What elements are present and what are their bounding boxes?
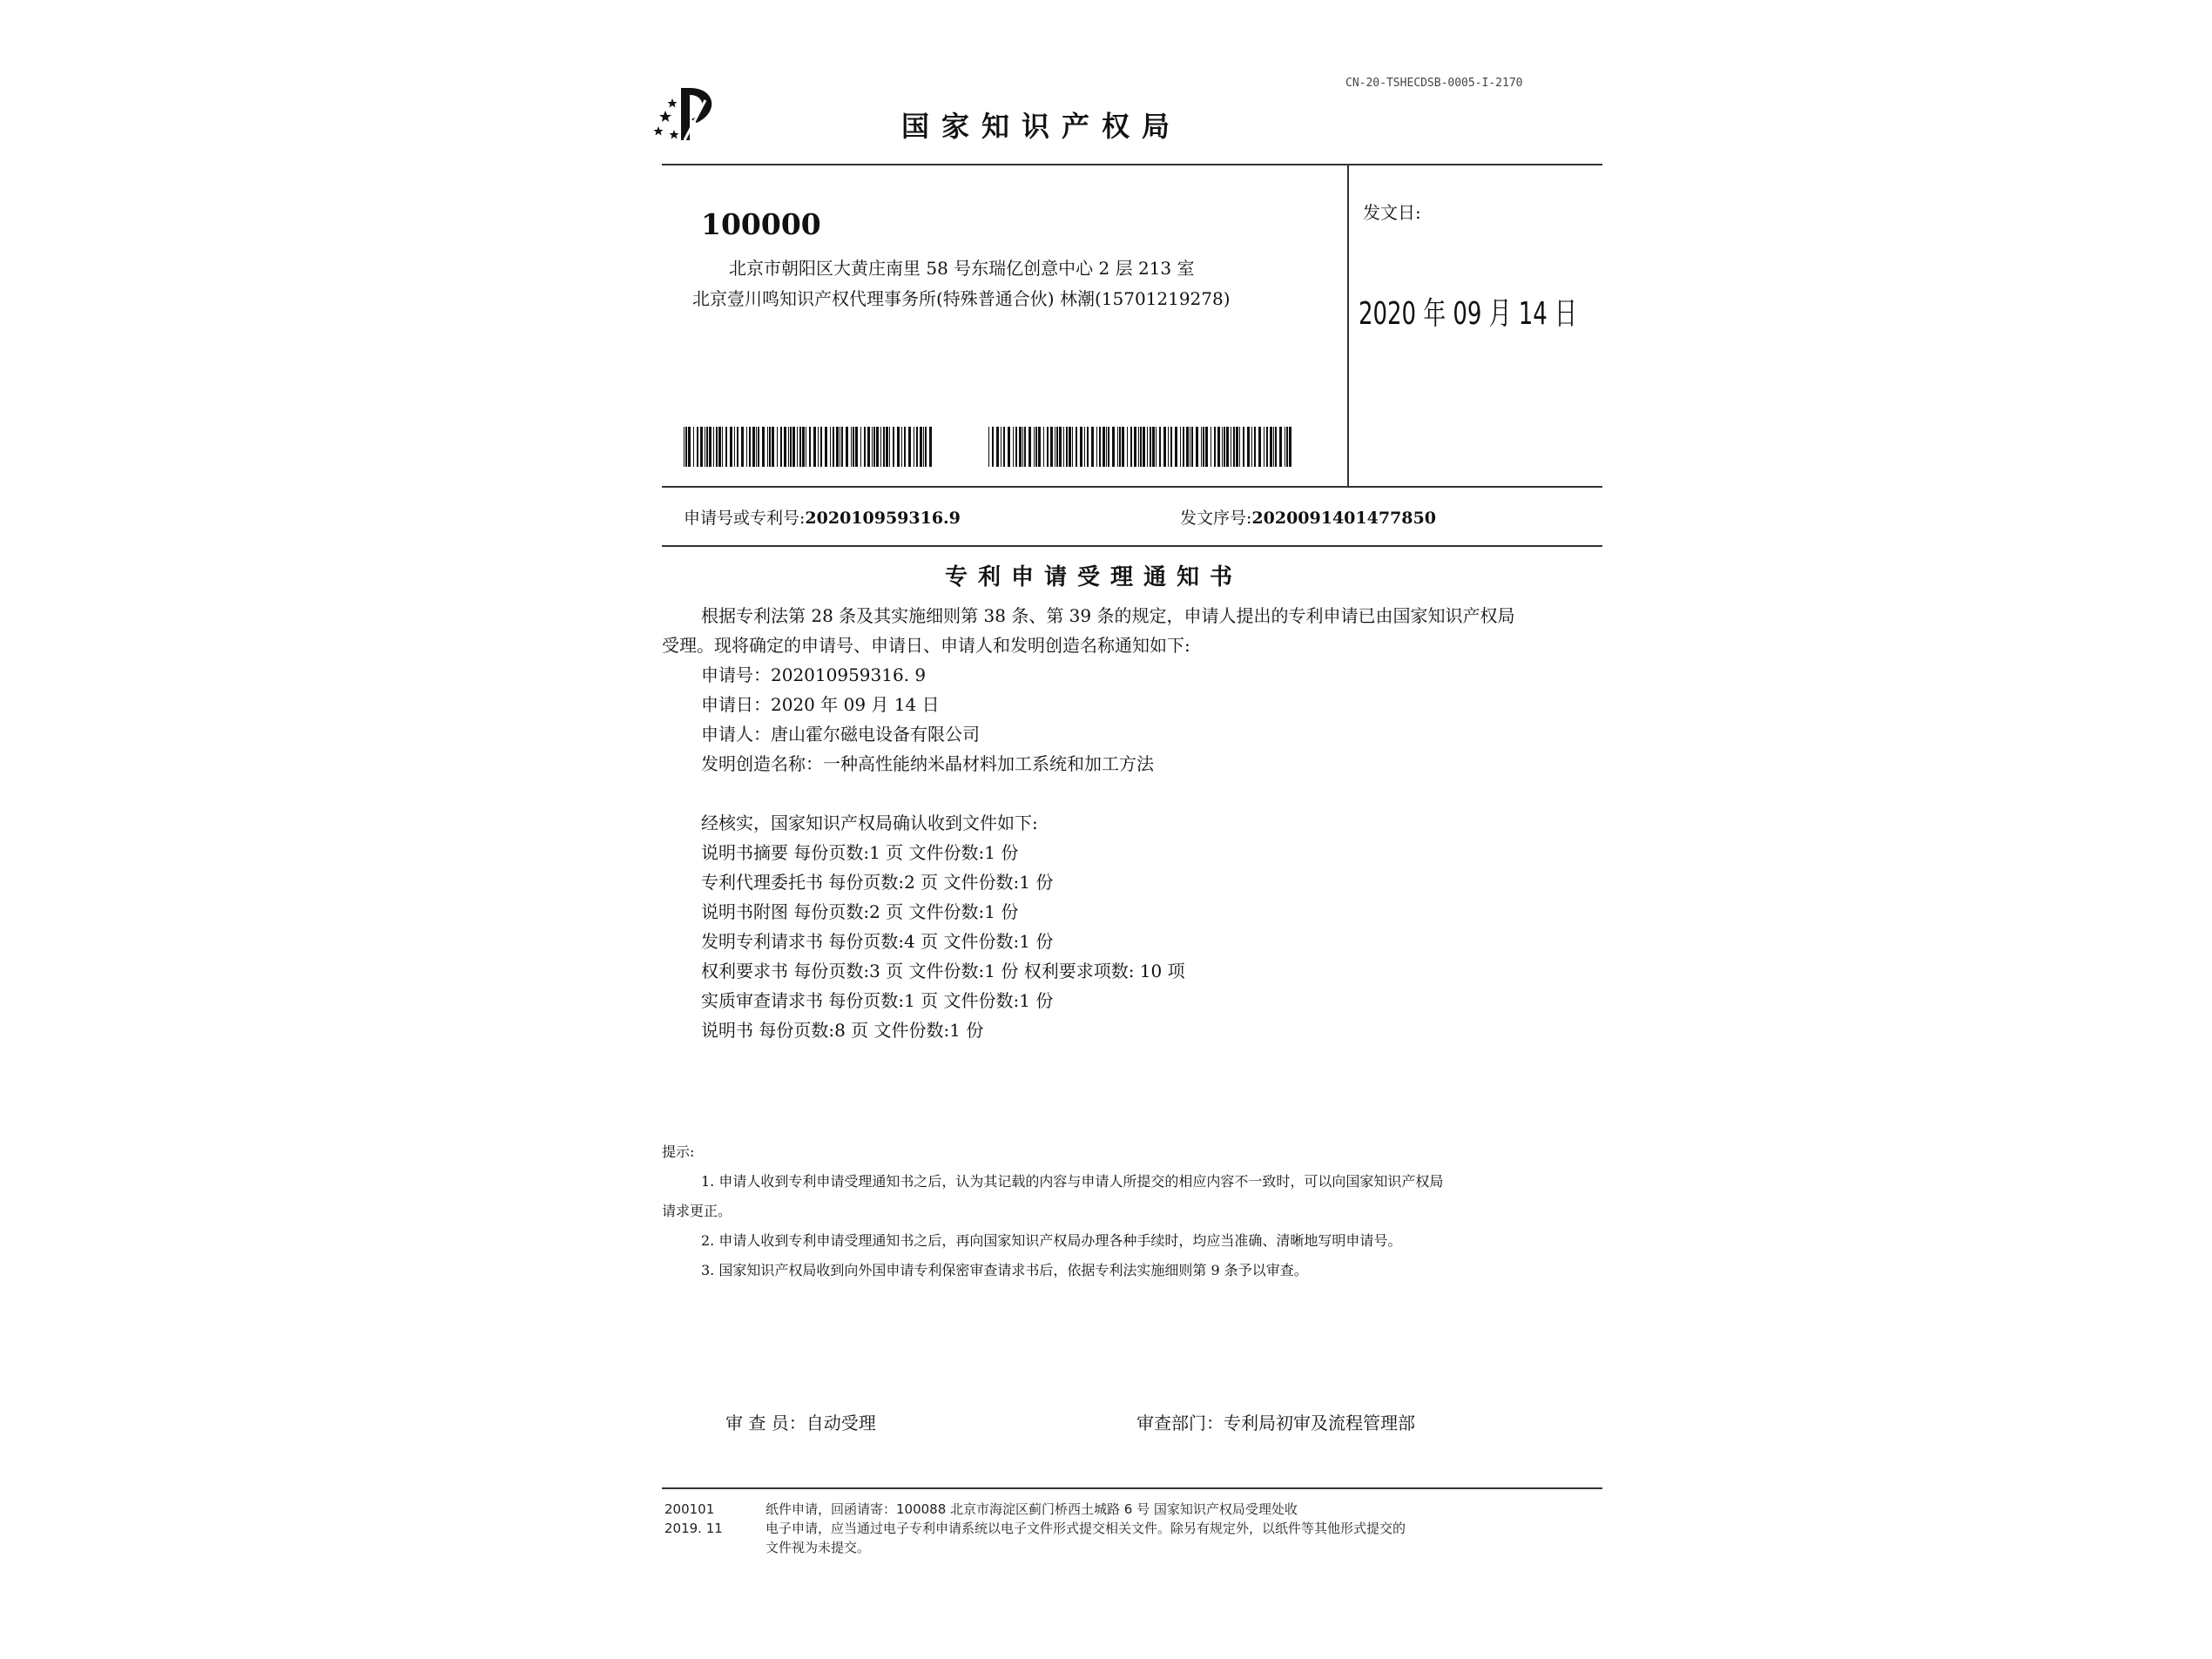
barcode-bar xyxy=(867,427,870,467)
postal-code: 100000 xyxy=(701,207,821,241)
hint-item: 2. 申请人收到专利申请受理通知书之后，再向国家知识产权局办理各种手续时，均应当准确、清晰地写明申请号。 xyxy=(701,1232,1402,1249)
barcode-bar xyxy=(746,427,747,467)
barcode-bar xyxy=(799,427,801,467)
barcode-bar xyxy=(1024,427,1026,467)
applicant-line: 申请人：唐山霍尔磁电设备有限公司 xyxy=(701,724,980,745)
barcode-bar xyxy=(1117,427,1118,467)
barcode-bar xyxy=(1003,427,1005,467)
barcode-bar xyxy=(923,427,924,467)
barcode-bar xyxy=(1251,427,1252,467)
barcode-bar xyxy=(1038,427,1041,467)
barcode-bar xyxy=(1066,427,1068,467)
examiner: 审 查 员：自动受理 xyxy=(725,1413,876,1433)
barcode-bar xyxy=(818,427,819,467)
examining-department: 审查部门：专利局初审及流程管理部 xyxy=(1136,1413,1415,1433)
barcode-bar xyxy=(1233,427,1235,467)
barcode-bar xyxy=(1130,427,1132,467)
barcode-bar xyxy=(1008,427,1010,467)
barcode-bar xyxy=(836,427,839,467)
application-number: 202010959316.9 xyxy=(805,509,961,528)
document-item: 说明书摘要 每份页数:1 页 文件份数:1 份 xyxy=(701,842,1019,863)
barcode-bar xyxy=(1217,427,1220,467)
document-item: 发明专利请求书 每份页数:4 页 文件份数:1 份 xyxy=(701,931,1054,952)
barcode-bar xyxy=(1127,427,1128,467)
barcode-bar xyxy=(988,427,989,467)
barcode-bar xyxy=(1191,427,1193,467)
barcode-bar xyxy=(889,427,890,467)
barcode-bar xyxy=(876,427,879,467)
barcode-bar xyxy=(688,427,691,467)
issue-date: 2020 年 09 月 14 日 xyxy=(1359,296,1577,332)
barcode-bar xyxy=(1134,427,1136,467)
barcode-bar xyxy=(1247,427,1250,467)
barcode-bar xyxy=(1013,427,1014,467)
barcode-bar xyxy=(841,427,843,467)
hint-item: 1. 申请人收到专利申请受理通知书之后，认为其记载的内容与申请人所提交的相应内容不一致时，可以向国家知识产权局 xyxy=(701,1173,1444,1190)
notice-title: 专利申请受理通知书 xyxy=(945,564,1244,590)
barcode xyxy=(988,427,1293,467)
hint-item: 请求更正。 xyxy=(662,1203,732,1219)
barcode-bar xyxy=(1254,427,1256,467)
barcode-bar xyxy=(920,427,922,467)
barcode-bar xyxy=(1156,427,1157,467)
invention-title-line: 发明创造名称：一种高性能纳米晶材料加工系统和加工方法 xyxy=(701,753,1154,774)
barcode-bar xyxy=(1122,427,1124,467)
barcode-bar xyxy=(1034,427,1035,467)
barcode-bar xyxy=(752,427,755,467)
document-item: 说明书附图 每份页数:2 页 文件份数:1 份 xyxy=(701,901,1019,922)
barcode-bar xyxy=(904,427,906,467)
barcode-bar xyxy=(718,427,721,467)
form-code: 200101 xyxy=(664,1501,715,1517)
barcode-bar xyxy=(1138,427,1139,467)
application-number-line: 申请号：202010959316. 9 xyxy=(701,664,927,685)
barcode-bar xyxy=(833,427,834,467)
form-version: 2019. 11 xyxy=(664,1521,723,1536)
application-number-label: 申请号或专利号: xyxy=(684,509,806,528)
barcode-bar xyxy=(916,427,918,467)
barcode-bar xyxy=(886,427,888,467)
barcode-bar xyxy=(734,427,735,467)
barcode-bar xyxy=(1239,427,1240,467)
barcode-bar xyxy=(1059,427,1062,467)
barcode-bar xyxy=(1214,427,1216,467)
barcode-bar xyxy=(1035,427,1037,467)
meta-bottom-rule xyxy=(662,545,1602,547)
barcode-bar xyxy=(1050,427,1053,467)
barcode-bar xyxy=(1069,427,1071,467)
barcode-bar xyxy=(802,427,805,467)
barcode-bar xyxy=(713,427,714,467)
barcode-bar xyxy=(788,427,789,467)
barcode-bar xyxy=(762,427,765,467)
barcode-bar xyxy=(992,427,994,467)
footer-line: 纸件申请，回函请寄：100088 北京市海淀区蓟门桥西土城路 6 号 国家知识产权局受理处收 xyxy=(765,1501,1298,1517)
barcode-bar xyxy=(1150,427,1151,467)
barcode-bar xyxy=(925,427,927,467)
document-item: 说明书 每份页数:8 页 文件份数:1 份 xyxy=(701,1020,984,1041)
intro-line: 根据专利法第 28 条及其实施细则第 38 条、第 39 条的规定，申请人提出的专利申请已由国家知识产权局 xyxy=(701,605,1515,626)
document-code: CN-20-TSHECDSB-0005-I-2170 xyxy=(1345,77,1523,90)
barcode-bar xyxy=(1152,427,1155,467)
barcode-bar xyxy=(825,427,827,467)
barcode-bar xyxy=(1087,427,1089,467)
barcode-bar xyxy=(1147,427,1148,467)
received-intro: 经核实，国家知识产权局确认收到文件如下: xyxy=(701,813,1038,833)
barcode-bar xyxy=(830,427,831,467)
issue-date-label: 发文日: xyxy=(1363,202,1421,223)
barcode-bar xyxy=(1096,427,1097,467)
barcode-bar xyxy=(1022,427,1023,467)
barcode-bar xyxy=(851,427,852,467)
barcode-bar xyxy=(1076,427,1077,467)
application-date-line: 申请日：2020 年 09 月 14 日 xyxy=(701,694,940,715)
barcode-bar xyxy=(1019,427,1022,467)
recipient-agency: 北京壹川鸣知识产权代理事务所(特殊普通合伙) 林潮(15701219278) xyxy=(692,288,1231,309)
barcode-bar xyxy=(741,427,744,467)
barcode-bar xyxy=(693,427,694,467)
header-bottom-rule xyxy=(662,486,1602,488)
barcode-bar xyxy=(873,427,875,467)
serial-number-label: 发文序号: xyxy=(1180,509,1252,528)
barcode-bar xyxy=(1143,427,1145,467)
barcode-bar xyxy=(1170,427,1172,467)
barcode-bar xyxy=(1258,427,1261,467)
barcode-bar xyxy=(1108,427,1109,467)
barcode-bar xyxy=(1236,427,1238,467)
barcode-bar xyxy=(706,427,708,467)
barcode-bar xyxy=(780,427,782,467)
barcode-bar xyxy=(1168,427,1169,467)
barcode-bar xyxy=(1226,427,1229,467)
barcode-bar xyxy=(860,427,861,467)
intro-line: 受理。现将确定的申请号、申请日、申请人和发明创造名称通知如下: xyxy=(662,635,1190,656)
header-divider xyxy=(1347,164,1349,486)
barcode-bar xyxy=(929,427,932,467)
barcode-bar xyxy=(820,427,822,467)
application-number-field xyxy=(684,505,961,529)
barcode-bar xyxy=(1203,427,1204,467)
barcode xyxy=(684,427,936,467)
barcode-bar xyxy=(1201,427,1202,467)
barcode-bar xyxy=(767,427,768,467)
barcode-bar xyxy=(797,427,798,467)
recipient-address: 北京市朝阳区大黄庄南里 58 号东瑞亿创意中心 2 层 213 室 xyxy=(729,258,1195,279)
barcode-bar xyxy=(1266,427,1268,467)
barcode-bar xyxy=(1091,427,1094,467)
barcode-bar xyxy=(846,427,848,467)
barcode-bar xyxy=(684,427,685,467)
barcode-bar xyxy=(700,427,703,467)
barcode-bar xyxy=(855,427,858,467)
barcode-bar xyxy=(897,427,900,467)
barcode-bar xyxy=(1205,427,1208,467)
barcode-bar xyxy=(784,427,786,467)
barcode-bar xyxy=(1159,427,1161,467)
barcode-bar xyxy=(1028,427,1031,467)
barcode-bar xyxy=(1224,427,1225,467)
barcode-bar xyxy=(901,427,902,467)
barcode-bar xyxy=(725,427,727,467)
barcode-bar xyxy=(880,427,881,467)
barcode-bar xyxy=(1047,427,1049,467)
footer-line: 电子申请，应当通过电子专利申请系统以电子文件形式提交相关文件。除另有规定外，以纸件等其他形式提交的 xyxy=(765,1521,1406,1536)
barcode-bar xyxy=(1275,427,1277,467)
document-item: 权利要求书 每份页数:3 页 文件份数:1 份 权利要求项数: 10 项 xyxy=(701,961,1185,981)
barcode-bar xyxy=(697,427,698,467)
footer-line: 文件视为未提交。 xyxy=(765,1540,871,1555)
barcode-bar xyxy=(709,427,711,467)
barcode-bar xyxy=(1106,427,1107,467)
barcode-bar xyxy=(1279,427,1282,467)
barcode-bar xyxy=(758,427,759,467)
barcode-bar xyxy=(749,427,751,467)
barcode-bar xyxy=(813,427,816,467)
barcode-bar xyxy=(1222,427,1223,467)
barcode-bar xyxy=(730,427,732,467)
hints-label: 提示: xyxy=(662,1143,695,1160)
barcode-bar xyxy=(1196,427,1198,467)
barcode-bar xyxy=(777,427,778,467)
barcode-bar xyxy=(864,427,866,467)
barcode-bar xyxy=(722,427,723,467)
footer-rule xyxy=(662,1487,1602,1489)
serial-number: 2020091401477850 xyxy=(1251,509,1436,528)
barcode-bar xyxy=(1084,427,1085,467)
notice-document xyxy=(562,52,1685,1620)
barcode-bar xyxy=(1056,427,1058,467)
barcode-bar xyxy=(1112,427,1115,467)
barcode-bar xyxy=(756,427,757,467)
barcode-bar xyxy=(772,427,774,467)
office-name: 国家知识产权局 xyxy=(901,110,1183,143)
barcode-bar xyxy=(1015,427,1017,467)
barcode-bar xyxy=(1186,427,1189,467)
barcode-bar xyxy=(1289,427,1291,467)
barcode-bar xyxy=(1270,427,1272,467)
serial-number-field xyxy=(1180,505,1436,529)
document-item: 实质审查请求书 每份页数:1 页 文件份数:1 份 xyxy=(701,990,1054,1011)
barcode-bar xyxy=(1099,427,1101,467)
barcode-bar xyxy=(1119,427,1121,467)
barcode-bar xyxy=(1063,427,1064,467)
barcode-bar xyxy=(996,427,999,467)
barcode-bar xyxy=(1286,427,1288,467)
barcode-bar xyxy=(769,427,771,467)
barcode-bar xyxy=(809,427,811,467)
barcode-bar xyxy=(1180,427,1181,467)
barcode-bar xyxy=(1080,427,1082,467)
barcode-bar xyxy=(790,427,792,467)
barcode-bar xyxy=(792,427,795,467)
barcode-bar xyxy=(685,427,687,467)
barcode-bar xyxy=(1140,427,1142,467)
document-item: 专利代理委托书 每份页数:2 页 文件份数:1 份 xyxy=(701,872,1054,893)
barcode-bar xyxy=(1072,427,1073,467)
barcode-bar xyxy=(1273,427,1274,467)
barcode-bar xyxy=(893,427,894,467)
barcode-bar xyxy=(716,427,718,467)
barcode-bar xyxy=(1043,427,1044,467)
barcode-bar xyxy=(1243,427,1244,467)
barcode-bar xyxy=(908,427,911,467)
hint-item: 3. 国家知识产权局收到向外国申请专利保密审查请求书后，依据专利法实施细则第 9 条予以审查。 xyxy=(701,1262,1308,1278)
barcode-bar xyxy=(872,427,873,467)
barcode-bar xyxy=(1175,427,1177,467)
barcode-bar xyxy=(737,427,738,467)
barcode-bar xyxy=(853,427,854,467)
barcode-bar xyxy=(1183,427,1184,467)
barcode-bar xyxy=(883,427,885,467)
header-top-rule xyxy=(662,164,1602,165)
cnipa-logo-icon xyxy=(653,83,723,144)
barcode-bar xyxy=(1163,427,1166,467)
barcode-bar xyxy=(1103,427,1105,467)
